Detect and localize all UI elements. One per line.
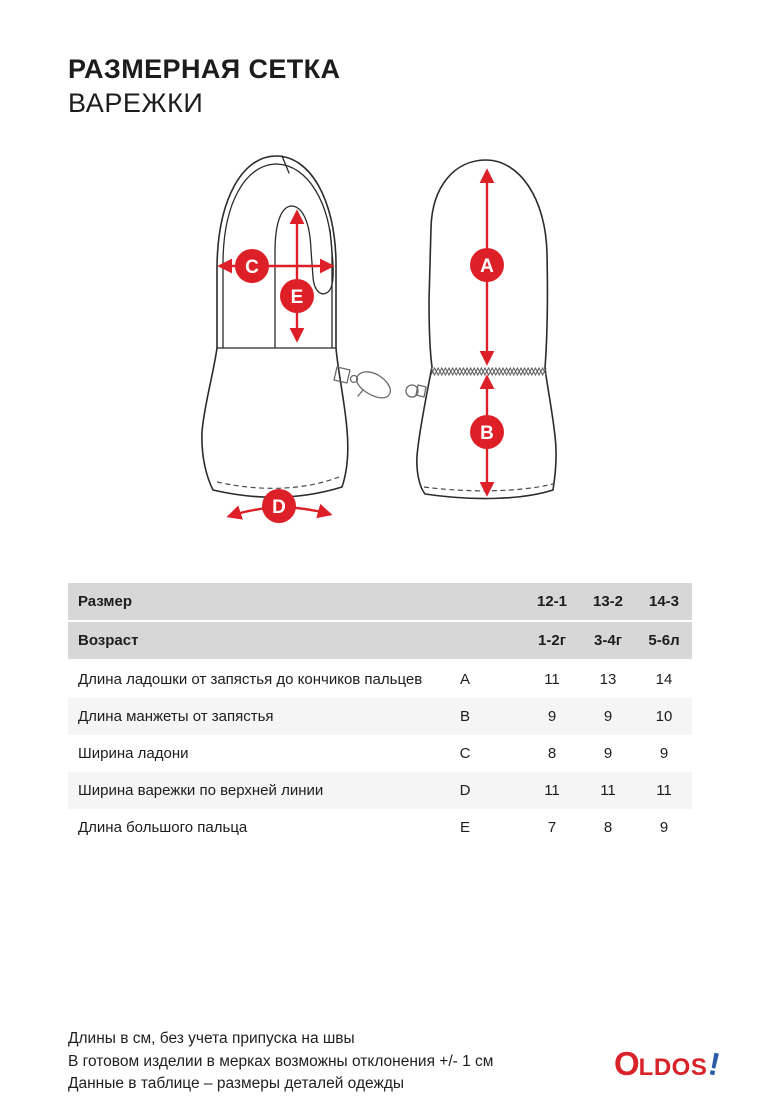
marker-a-label: A [480,256,494,277]
row-value: 9 [603,745,613,762]
table-header-row-size [68,583,692,620]
row-label: Длина ладошки от запястья до кончиков пальцев [78,671,423,688]
row-letter: E [459,819,470,836]
marker-d-label: D [272,497,286,518]
table-row [68,661,692,698]
logo-exclamation: ! [705,1045,724,1083]
size-col-1: 12-1 [536,593,568,610]
row-value: 11 [656,782,672,799]
table-row [68,698,692,735]
row-value: 8 [547,745,557,762]
size-col-2: 13-2 [592,593,624,610]
right-mitten [406,160,556,499]
left-mitten [202,156,390,523]
hanging-loop-icon [406,385,426,397]
marker-c-label: C [245,257,259,278]
marker-b-label: B [480,423,494,444]
row-value: 9 [547,708,557,725]
row-letter: B [459,708,470,725]
note-line: Длины в см, без учета припуска на швы [68,1030,355,1047]
row-letter: A [459,671,470,688]
age-col-3: 5-6л [648,632,680,649]
mitten-measurement-diagram [170,140,600,535]
row-value: 13 [599,671,617,688]
row-value: 9 [603,708,613,725]
size-table [68,583,692,846]
row-value: 11 [544,671,560,688]
table-row [68,735,692,772]
logo-first-letter: O [614,1045,639,1082]
brand-logo [614,1045,724,1083]
header-label: Возраст [78,632,139,649]
note-line: Данные в таблице – размеры деталей одежды [68,1075,404,1092]
row-value: 10 [655,708,673,725]
row-letter: D [459,782,471,799]
row-label: Ширина варежки по верхней линии [78,782,324,799]
logo-rest-letters: LDOS [638,1054,708,1081]
page-subtitle: ВАРЕЖКИ [68,88,204,118]
size-col-3: 14-3 [648,593,680,610]
note-line: В готовом изделии в мерках возможны отклонения +/- 1 см [68,1052,494,1070]
table-row [68,772,692,809]
row-value: 9 [659,819,669,836]
row-value: 11 [544,782,560,799]
header-label: Размер [78,593,133,610]
row-label: Длина большого пальца [78,819,248,836]
row-value: 9 [659,745,669,762]
row-value: 8 [603,819,613,836]
marker-e-label: E [290,287,304,308]
row-letter: C [459,745,471,762]
page-title: РАЗМЕРНАЯ СЕТКА [68,54,341,84]
age-col-2: 3-4г [594,632,622,649]
page-header [68,52,340,120]
row-label: Ширина ладони [78,745,189,762]
row-value: 11 [600,782,616,799]
table-row [68,809,692,846]
mitten-diagram-svg [170,140,600,535]
row-value: 14 [655,671,673,688]
table-header-row-age [68,622,692,659]
row-label: Длина манжеты от запястья [78,708,274,725]
age-col-1: 1-2г [538,632,566,649]
footer-notes [68,1028,493,1096]
row-value: 7 [547,819,557,836]
